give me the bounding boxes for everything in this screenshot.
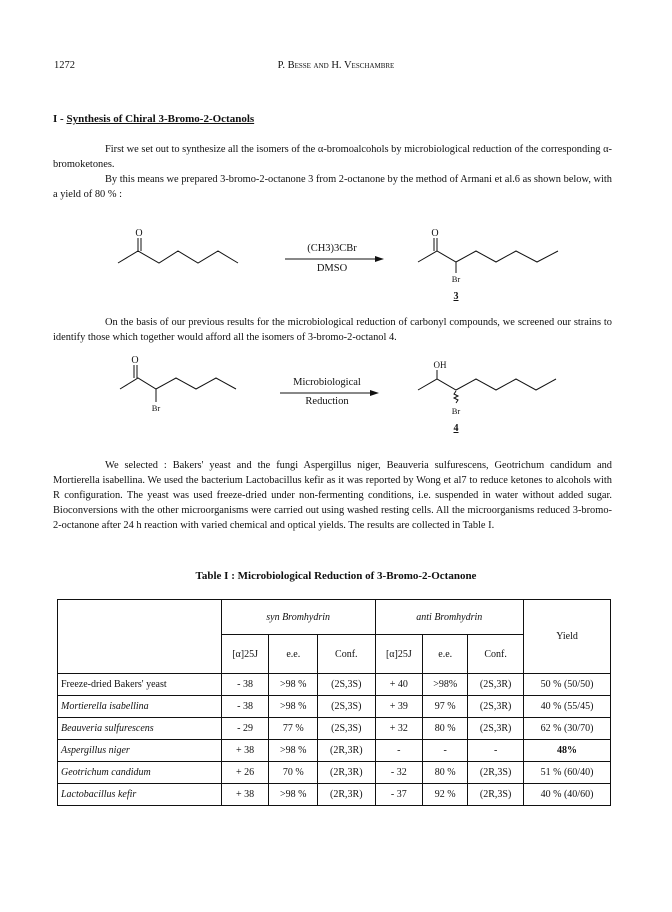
section-title: Synthesis of Chiral 3-Bromo-2-Octanols [66,113,255,125]
table-caption: Table I : Microbiological Reduction of 3-Bromo-2-Octanone [195,570,477,582]
section-heading [53,113,254,125]
paragraph-2: By this means we prepared 3-bromo-2-octanone 3 from 2-octanone by the method of Armani et al.6 as shown below, with a yield of 80 % : [53,174,612,200]
reactant-chain [120,378,236,389]
compound-label-4: 4 [453,423,459,434]
atom-label-br-2: Br [151,403,161,413]
bromo-octanone-chain [418,251,558,262]
table-row: Beauveria sulfurescens - 29 77 % (2S,3S) + 32 80 % (2S,3R) 62 % (30/70) [58,718,611,740]
table-row: Geotrichum candidum + 26 70 % (2R,3R) - 32 80 % (2R,3S) 51 % (60/40) [58,762,611,784]
header-ee-anti: e.e. [423,635,468,674]
atom-label-br-product: Br [451,406,461,416]
solvent-label: DMSO [316,263,348,274]
header-syn: syn Bromhydrin [221,600,375,635]
section-number: I - [53,113,64,125]
atom-label-o: O [135,228,143,239]
bromo-octanol-chain [418,379,556,390]
header-yield: Yield [524,600,611,674]
paragraph-4: We selected : Bakers' yeast and the fungi Aspergillus niger, Beauveria sulfurescens, Geotrichum candidum and Mortierella isabellina. We used the bacterium Lactobacillus kefir as it was reported by Wong et al7 to reduce ketones to alcohols with R configuration. The yeast was used freeze-dried under non-fermenting conditions, i.e. suspended in water without added sugar. Bioconversions with the other microorganisms were carried out using washed resting cells. All the microorganisms reduced 3-bromo-2-octanone after 24 h reaction with varied chemical and optical yields. The results are collected in Table I. [53,460,612,531]
paragraph-selection [53,458,612,533]
table-row: Lactobacillus kefir + 38 >98 % (2R,3R) - 37 92 % (2R,3S) 40 % (40/60) [58,784,611,806]
results-table [57,599,611,806]
header-conf: Conf. [318,635,375,674]
header-ee: e.e. [269,635,318,674]
octanone-chain [118,251,238,263]
table-row: Mortierella isabellina - 38 >98 % (2S,3S) + 39 97 % (2S,3R) 40 % (55/45) [58,696,611,718]
atom-label-o-2: O [131,355,139,366]
header-anti: anti Bromhydrin [375,600,524,635]
table-row: Freeze-dried Bakers' yeast - 38 >98 % (2S,3S) + 40 >98% (2S,3R) 50 % (50/50) [58,674,611,696]
arrow-head-1 [375,256,384,262]
atom-label-o-product: O [431,228,439,239]
header-alpha: [α]25J [221,635,269,674]
reagent-label: (CH3)3CBr [307,243,357,254]
running-header-authors: P. Besse and H. Veschambre [277,60,395,71]
paragraph-screening [53,315,612,345]
reaction-label-bottom: Reduction [305,396,349,407]
paragraph-3: On the basis of our previous results for the microbiological reduction of carbonyl compounds, we screened our strains to identify those which together would afford all the isomers of 3-bromo-2-octanol 4. [53,317,612,343]
atom-label-br: Br [451,274,461,284]
arrow-head-2 [370,390,379,396]
header-alpha-anti: [α]25J [375,635,423,674]
paragraph-intro [53,142,612,202]
paragraph-1: First we set out to synthesize all the isomers of the α-bromoalcohols by microbiological reduction of the corresponding α-bromoketones. [53,144,612,170]
reaction-label-top: Microbiological [293,377,361,388]
atom-label-oh: OH [433,360,447,370]
wavy-bond [454,391,458,403]
compound-label-3: 3 [453,291,459,302]
table-row: Aspergillus niger + 38 >98 % (2R,3R) - - - 48% [58,740,611,762]
header-conf-anti: Conf. [468,635,524,674]
page-number: 1272 [54,60,75,71]
